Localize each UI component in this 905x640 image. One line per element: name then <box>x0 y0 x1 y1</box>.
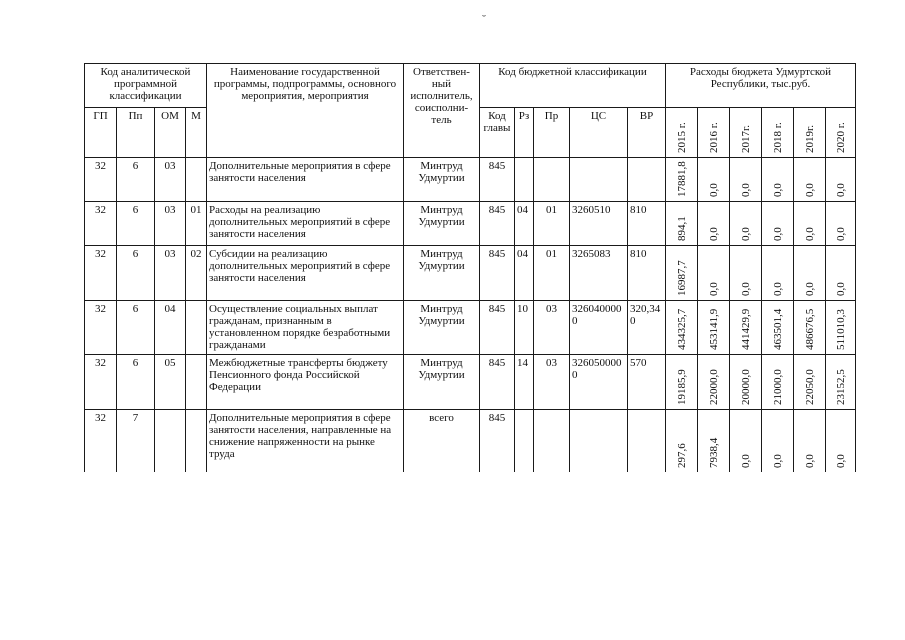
cell-name: Дополнительные мероприятия в сфере занятости населения, направленные на снижение напряженности на рынке труда <box>207 410 404 472</box>
cell-pp: 6 <box>117 246 155 301</box>
cell-cs <box>570 410 628 472</box>
cell-value: 19185,9 <box>666 355 698 410</box>
cell-value: 297,6 <box>666 410 698 472</box>
header-gp: ГП <box>85 108 117 158</box>
cell-value: 0,0 <box>698 202 730 246</box>
cell-om: 03 <box>155 158 186 202</box>
cell-om: 03 <box>155 202 186 246</box>
header-expenses: Расходы бюджета Удмуртской Республики, тыс.руб. <box>666 64 856 108</box>
cell-gp: 32 <box>85 246 117 301</box>
cell-rz: 04 <box>515 246 534 301</box>
cell-pp: 6 <box>117 301 155 355</box>
cell-value: 0,0 <box>762 202 794 246</box>
header-responsible: Ответствен-ный исполнитель, соисполни-тель <box>404 64 480 158</box>
cell-value: 434325,7 <box>666 301 698 355</box>
header-m: М <box>186 108 207 158</box>
cell-value: 0,0 <box>826 246 856 301</box>
header-vr: ВР <box>628 108 666 158</box>
cell-value: 0,0 <box>762 410 794 472</box>
cell-vr: 810 <box>628 246 666 301</box>
cell-value: 0,0 <box>730 410 762 472</box>
cell-gp: 32 <box>85 355 117 410</box>
cell-cs: 3260400000 <box>570 301 628 355</box>
cell-pp: 7 <box>117 410 155 472</box>
table-row <box>85 246 856 301</box>
table-row <box>85 355 856 410</box>
header-year: 2020 г. <box>826 108 856 158</box>
cell-value: 23152,5 <box>826 355 856 410</box>
cell-pr: 03 <box>534 301 570 355</box>
cell-value: 22000,0 <box>698 355 730 410</box>
table-row <box>85 301 856 355</box>
cell-vr <box>628 410 666 472</box>
cell-value: 441429,9 <box>730 301 762 355</box>
cell-value: 20000,0 <box>730 355 762 410</box>
cell-m <box>186 410 207 472</box>
cell-value: 0,0 <box>730 246 762 301</box>
table-row <box>85 158 856 202</box>
cell-kod: 845 <box>480 410 515 472</box>
header-om: ОМ <box>155 108 186 158</box>
cell-value: 0,0 <box>762 246 794 301</box>
cell-pr: 03 <box>534 355 570 410</box>
header-year: 2019г. <box>794 108 826 158</box>
cell-m: 01 <box>186 202 207 246</box>
cell-pr <box>534 158 570 202</box>
cell-name: Дополнительные мероприятия в сфере занятости населения <box>207 158 404 202</box>
cell-kod: 845 <box>480 158 515 202</box>
cell-cs: 3260510 <box>570 202 628 246</box>
cell-vr: 810 <box>628 202 666 246</box>
cell-rz <box>515 158 534 202</box>
cell-value: 17881,8 <box>666 158 698 202</box>
cell-value: 0,0 <box>794 158 826 202</box>
cell-responsible: всего <box>404 410 480 472</box>
cell-responsible: Минтруд Удмуртии <box>404 301 480 355</box>
cell-pp: 6 <box>117 158 155 202</box>
cell-responsible: Минтруд Удмуртии <box>404 355 480 410</box>
table-row <box>85 202 856 246</box>
cell-gp: 32 <box>85 202 117 246</box>
cell-value: 21000,0 <box>762 355 794 410</box>
cell-gp: 32 <box>85 410 117 472</box>
cell-kod: 845 <box>480 355 515 410</box>
cell-responsible: Минтруд Удмуртии <box>404 158 480 202</box>
cell-m <box>186 158 207 202</box>
cell-value: 894,1 <box>666 202 698 246</box>
cell-kod: 845 <box>480 202 515 246</box>
cell-value: 0,0 <box>698 158 730 202</box>
header-year: 2017г. <box>730 108 762 158</box>
cell-om: 03 <box>155 246 186 301</box>
cell-value: 16987,7 <box>666 246 698 301</box>
cell-gp: 32 <box>85 158 117 202</box>
cell-vr <box>628 158 666 202</box>
cell-value: 22050,0 <box>794 355 826 410</box>
cell-pp: 6 <box>117 202 155 246</box>
cell-value: 7938,4 <box>698 410 730 472</box>
cell-m <box>186 301 207 355</box>
cell-value: 0,0 <box>826 158 856 202</box>
cell-pr: 01 <box>534 202 570 246</box>
cell-value: 0,0 <box>762 158 794 202</box>
cell-value: 453141,9 <box>698 301 730 355</box>
cell-value: 0,0 <box>794 246 826 301</box>
cell-pp: 6 <box>117 355 155 410</box>
cell-value: 463501,4 <box>762 301 794 355</box>
cell-value: 486676,5 <box>794 301 826 355</box>
cell-m <box>186 355 207 410</box>
cell-value: 511010,3 <box>826 301 856 355</box>
header-budget-code: Код бюджетной классификации <box>480 64 666 108</box>
cell-pr <box>534 410 570 472</box>
cell-value: 0,0 <box>794 202 826 246</box>
cell-om <box>155 410 186 472</box>
cell-name: Межбюджетные трансферты бюджету Пенсионного фонда Российской Федерации <box>207 355 404 410</box>
header-year: 2016 г. <box>698 108 730 158</box>
cell-name: Расходы на реализацию дополнительных мероприятий в сфере занятости населения <box>207 202 404 246</box>
header-cs: ЦС <box>570 108 628 158</box>
cell-name: Осуществление социальных выплат гражданам, признанным в установленном порядке безработными гражданами <box>207 301 404 355</box>
cell-value: 0,0 <box>730 202 762 246</box>
cell-value: 0,0 <box>730 158 762 202</box>
cell-value: 0,0 <box>794 410 826 472</box>
cell-gp: 32 <box>85 301 117 355</box>
cell-om: 05 <box>155 355 186 410</box>
header-kod-glavy: Код главы <box>480 108 515 158</box>
cell-value: 0,0 <box>698 246 730 301</box>
table-row <box>85 410 856 472</box>
cell-vr: 570 <box>628 355 666 410</box>
header-name: Наименование государственной программы, подпрограммы, основного мероприятия, мероприятия <box>207 64 404 158</box>
cell-cs: 3265083 <box>570 246 628 301</box>
cell-kod: 845 <box>480 246 515 301</box>
header-year: 2018 г. <box>762 108 794 158</box>
cell-cs: 3260500000 <box>570 355 628 410</box>
header-rz: Рз <box>515 108 534 158</box>
cell-rz: 14 <box>515 355 534 410</box>
cell-rz: 10 <box>515 301 534 355</box>
cell-responsible: Минтруд Удмуртии <box>404 202 480 246</box>
page-mark: ˘ <box>482 12 486 26</box>
cell-value: 0,0 <box>826 202 856 246</box>
cell-kod: 845 <box>480 301 515 355</box>
header-analytic-code: Код аналитической программной классификации <box>85 64 207 108</box>
cell-vr: 320,340 <box>628 301 666 355</box>
budget-table <box>84 63 856 472</box>
header-pp: Пп <box>117 108 155 158</box>
cell-cs <box>570 158 628 202</box>
header-year: 2015 г. <box>666 108 698 158</box>
cell-rz <box>515 410 534 472</box>
cell-name: Субсидии на реализацию дополнительных мероприятий в сфере занятости населения <box>207 246 404 301</box>
header-pr: Пр <box>534 108 570 158</box>
cell-m: 02 <box>186 246 207 301</box>
cell-responsible: Минтруд Удмуртии <box>404 246 480 301</box>
cell-value: 0,0 <box>826 410 856 472</box>
cell-rz: 04 <box>515 202 534 246</box>
cell-om: 04 <box>155 301 186 355</box>
cell-pr: 01 <box>534 246 570 301</box>
